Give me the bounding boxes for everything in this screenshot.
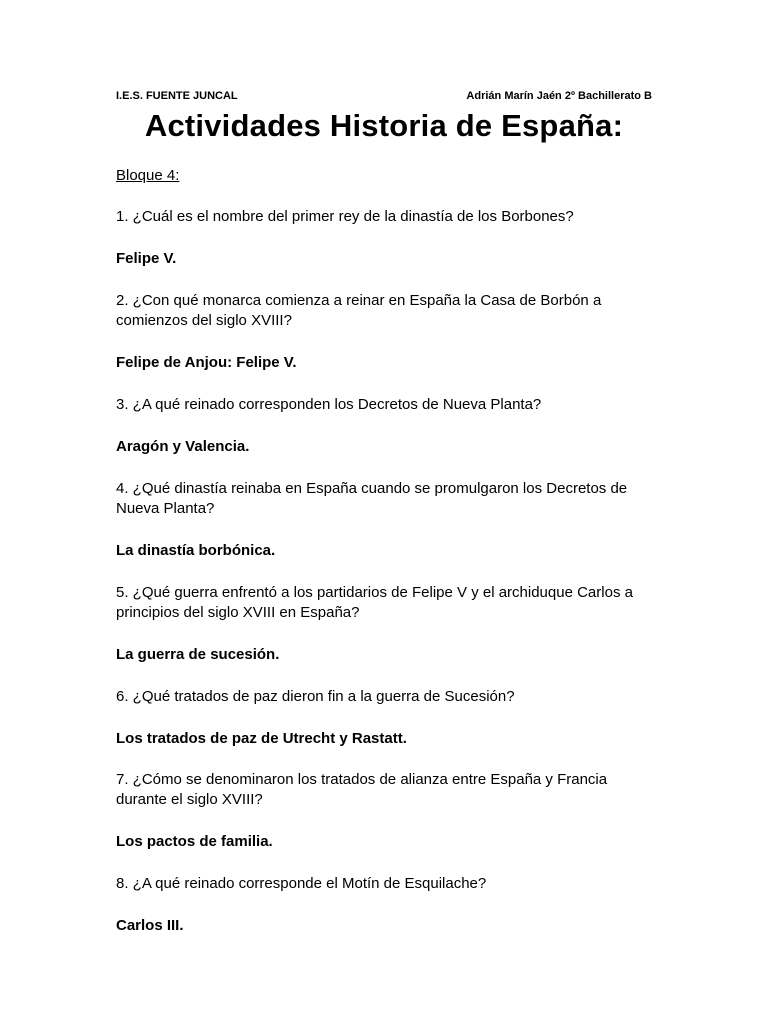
- question-1: 1. ¿Cuál es el nombre del primer rey de la dinastía de los Borbones?: [116, 208, 574, 225]
- question-4: 4. ¿Qué dinastía reinaba en España cuando se promulgaron los Decretos de Nueva Planta?: [116, 480, 628, 517]
- answer-6: Los tratados de paz de Utrecht y Rastatt.: [116, 730, 407, 747]
- answer-1: Felipe V.: [116, 250, 177, 267]
- question-8: 8. ¿A qué reinado corresponde el Motín de Esquilache?: [116, 875, 487, 892]
- answer-3: Aragón y Valencia.: [116, 438, 250, 455]
- answer-5: La guerra de sucesión.: [116, 646, 280, 663]
- document-title: Actividades Historia de España:: [144, 108, 624, 143]
- student-info: Adrián Marín Jaén 2º Bachillerato B: [466, 90, 652, 102]
- answer-8: Carlos III.: [116, 917, 184, 934]
- answer-4: La dinastía borbónica.: [116, 542, 276, 559]
- question-3: 3. ¿A qué reinado corresponden los Decretos de Nueva Planta?: [116, 396, 542, 413]
- question-5: 5. ¿Qué guerra enfrentó a los partidarios de Felipe V y el archiduque Carlos a principios del siglo XVIII en España?: [116, 584, 633, 621]
- answer-7: Los pactos de familia.: [116, 833, 273, 850]
- question-2: 2. ¿Con qué monarca comienza a reinar en España la Casa de Borbón a comienzos del siglo XVIII?: [116, 292, 602, 329]
- question-6: 6. ¿Qué tratados de paz dieron fin a la guerra de Sucesión?: [116, 688, 515, 705]
- block-label: Bloque 4:: [116, 167, 180, 184]
- answer-2: Felipe de Anjou: Felipe V.: [116, 354, 297, 371]
- school-name: I.E.S. FUENTE JUNCAL: [116, 90, 238, 102]
- question-7: 7. ¿Cómo se denominaron los tratados de alianza entre España y Francia durante el siglo XVIII?: [116, 771, 608, 808]
